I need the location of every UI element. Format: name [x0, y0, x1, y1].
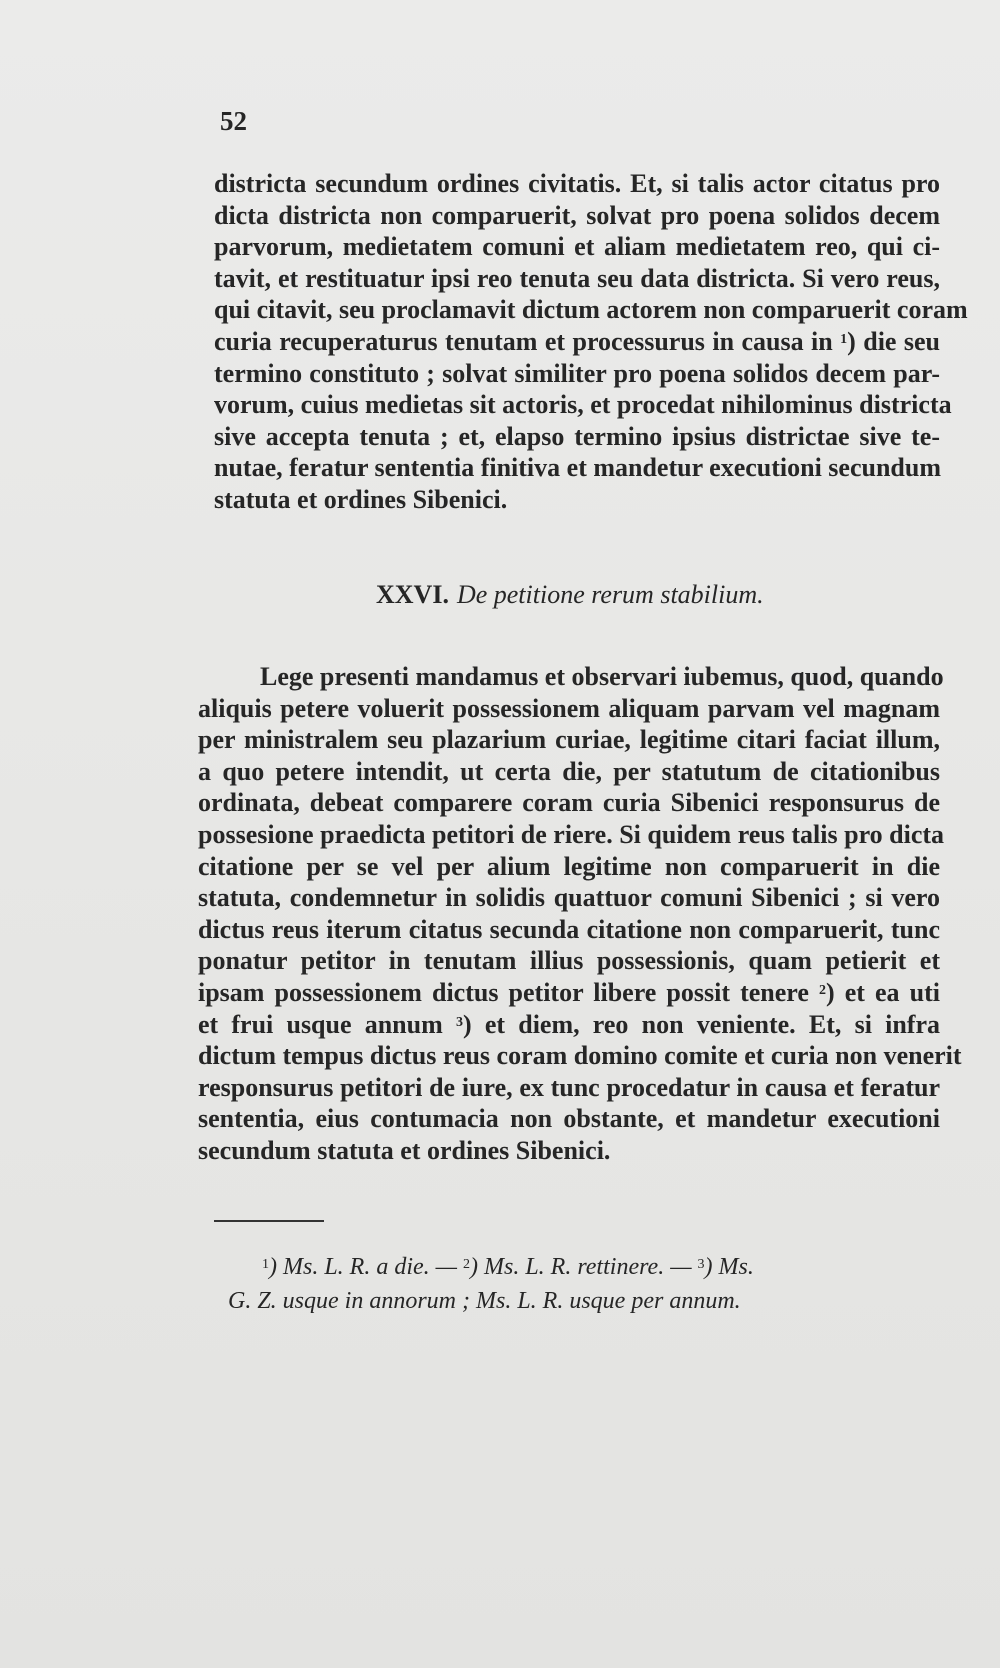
section-number: XXVI. — [376, 580, 449, 609]
text-fragment: ) et ea uti — [825, 977, 940, 1007]
text-line: possesione praedicta petitori de riere. Si quidem reus talis pro dicta — [198, 819, 945, 849]
text-line: termino constituto ; solvat similiter pro poena solidos decem par- — [214, 358, 940, 388]
text-line: parvorum, medietatem comuni et aliam medietatem reo, qui ci- — [214, 232, 940, 262]
footnotes — [228, 1250, 940, 1318]
text-line: ponatur petitor in tenutam illius possessionis, quam petierit et — [198, 946, 940, 976]
text-line: statuta et ordines Sibenici. — [214, 484, 508, 514]
text-line — [198, 1009, 940, 1041]
text-line: vorum, cuius medietas sit actoris, et procedat nihilominus districta — [214, 390, 952, 420]
footnote-line: G. Z. usque in annorum ; Ms. L. R. usque per annum. — [228, 1288, 741, 1314]
text-line: secundum statuta et ordines Sibenici. — [198, 1135, 611, 1165]
page-number: 52 — [220, 106, 247, 136]
paragraph-1 — [214, 168, 968, 516]
text-line: citatione per se vel per alium legitime non comparuerit in die — [198, 851, 940, 881]
text-line: tavit, et restituatur ipsi reo tenuta seu data districta. Si vero reus, — [214, 263, 940, 293]
text-fragment: et frui usque annum — [198, 1009, 443, 1039]
text-line: sive accepta tenuta ; et, elapso termino ipsius districtae sive te- — [214, 421, 940, 451]
text-line: dictus reus iterum citatus secunda citatione non comparuerit, tunc — [198, 914, 940, 944]
footnote-number: 1 — [262, 1257, 269, 1272]
footnote-reference: 2 — [818, 982, 826, 998]
footnote-text: ) Ms. L. R. a die. — — [269, 1254, 457, 1280]
footnote-line — [228, 1250, 940, 1284]
footnote-reference: 1 — [840, 331, 848, 347]
text-line: dicta districta non comparuerit, solvat pro poena solidos decem — [214, 200, 940, 230]
footnote-text: ) Ms. L. R. rettinere. — — [470, 1254, 692, 1280]
text-line: districta secundum ordines civitatis. Et, si talis actor citatus pro — [214, 169, 940, 198]
text-line: responsurus petitori de iure, ex tunc procedatur in causa et feratur — [198, 1072, 940, 1102]
footnote-divider — [214, 1220, 324, 1222]
text-line — [214, 326, 940, 358]
section-heading — [376, 580, 764, 610]
section-title: De petitione rerum stabilium. — [456, 580, 764, 609]
text-line: ordinata, debeat comparere coram curia Sibenici responsurus de — [198, 788, 940, 818]
paragraph-2 — [198, 661, 962, 1167]
text-line: aliquis petere voluerit possessionem aliquam parvam vel magnam — [198, 693, 940, 723]
text-line: a quo petere intendit, ut certa die, per statutum de citationibus — [198, 756, 940, 786]
text-line: statuta, condemnetur in solidis quattuor comuni Sibenici ; si vero — [198, 883, 940, 913]
text-fragment: ipsam possessionem dictus petitor libere possit tenere — [198, 977, 809, 1007]
text-fragment: curia recuperaturus tenutam et processurus in causa in — [214, 326, 833, 356]
text-line: dictum tempus dictus reus coram domino comite et curia non venerit — [198, 1041, 962, 1071]
text-line — [198, 977, 940, 1009]
footnote-text: ) Ms. — [704, 1254, 754, 1280]
footnote-number: 3 — [697, 1257, 705, 1272]
footnote-number: 2 — [463, 1257, 470, 1272]
text-fragment: ) et diem, reo non veniente. Et, si infra — [462, 1009, 940, 1039]
text-line: nutae, feratur sententia finitiva et mandetur executioni secundum — [214, 453, 941, 483]
text-line: sententia, eius contumacia non obstante, et mandetur executioni — [198, 1104, 940, 1134]
footnote-reference: 3 — [455, 1014, 463, 1030]
text-line: Lege presenti mandamus et observari iubemus, quod, quando — [260, 662, 944, 691]
text-fragment: ) die seu — [847, 326, 940, 356]
text-line: qui citavit, seu proclamavit dictum actorem non comparuerit coram — [214, 295, 968, 325]
text-line: per ministralem seu plazarium curiae, legitime citari faciat illum, — [198, 725, 940, 755]
